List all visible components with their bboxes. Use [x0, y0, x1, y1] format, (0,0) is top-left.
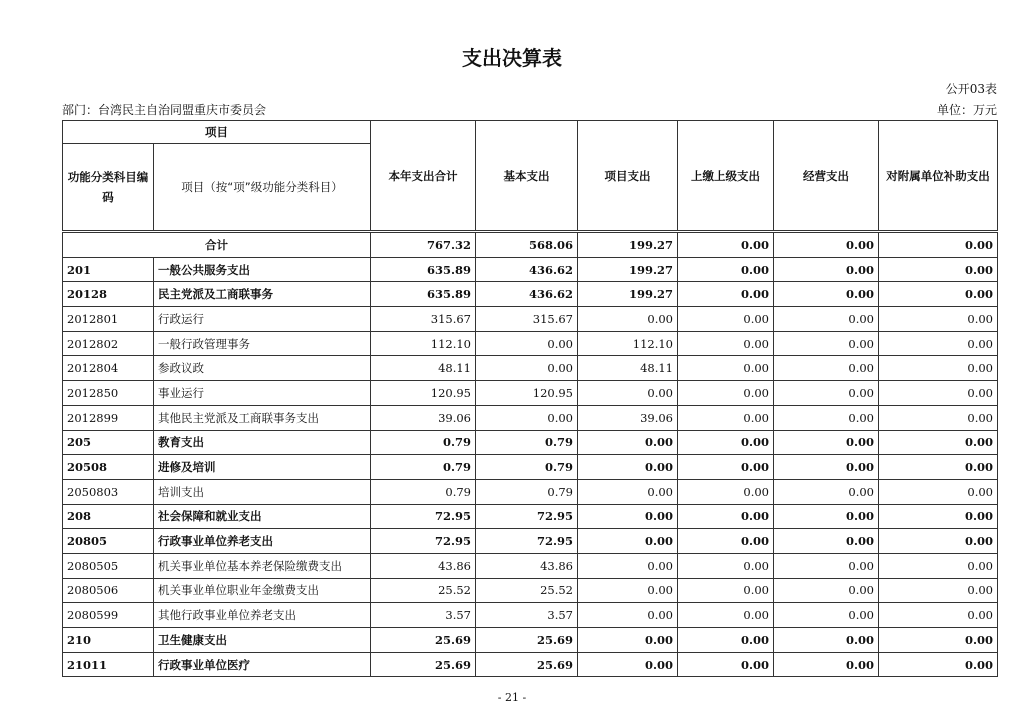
- row-name: 事业运行: [154, 381, 371, 406]
- header-subsidy: 对附属单位补助支出: [879, 121, 998, 232]
- row-value: 25.52: [371, 578, 476, 603]
- row-value: 0.00: [678, 381, 774, 406]
- row-value: 72.95: [371, 504, 476, 529]
- row-value: 3.57: [476, 603, 578, 628]
- page-number: - 21 -: [497, 691, 527, 704]
- row-value: 436.62: [476, 282, 578, 307]
- row-value: 0.00: [678, 652, 774, 677]
- row-value: 112.10: [578, 331, 678, 356]
- row-value: 0.00: [476, 356, 578, 381]
- row-value: 0.00: [774, 381, 879, 406]
- row-code: 20128: [63, 282, 154, 307]
- table-row: [63, 603, 998, 628]
- row-name: 行政事业单位养老支出: [154, 529, 371, 554]
- row-value: 315.67: [476, 307, 578, 332]
- row-name: 其他民主党派及工商联事务支出: [154, 405, 371, 430]
- header-code: 功能分类科目编码: [63, 144, 154, 232]
- row-code: 2080505: [63, 553, 154, 578]
- total-value: 199.27: [578, 232, 678, 258]
- row-value: 120.95: [476, 381, 578, 406]
- row-value: 25.52: [476, 578, 578, 603]
- table-row: [63, 479, 998, 504]
- row-value: 0.00: [578, 455, 678, 480]
- row-value: 0.00: [578, 553, 678, 578]
- row-code: 2080506: [63, 578, 154, 603]
- table-row: [63, 307, 998, 332]
- page-title: 支出决算表: [462, 46, 562, 70]
- row-value: 0.00: [879, 553, 998, 578]
- row-value: 0.00: [678, 257, 774, 282]
- row-value: 0.00: [774, 257, 879, 282]
- table-row: [63, 331, 998, 356]
- table-row: [63, 553, 998, 578]
- row-value: 0.00: [578, 430, 678, 455]
- table-code: 公开03表: [945, 82, 997, 96]
- row-value: 0.00: [774, 405, 879, 430]
- row-value: 0.00: [678, 430, 774, 455]
- row-name: 民主党派及工商联事务: [154, 282, 371, 307]
- row-value: 72.95: [476, 504, 578, 529]
- row-value: 635.89: [371, 257, 476, 282]
- row-name: 一般公共服务支出: [154, 257, 371, 282]
- row-code: 20508: [63, 455, 154, 480]
- row-value: 0.00: [774, 307, 879, 332]
- row-value: 0.79: [371, 430, 476, 455]
- department-label: 部门：台湾民主自治同盟重庆市委员会: [62, 103, 267, 117]
- row-value: 0.00: [774, 430, 879, 455]
- row-value: 0.00: [879, 529, 998, 554]
- total-row: [63, 232, 998, 258]
- row-value: 0.00: [879, 628, 998, 653]
- row-value: 0.00: [774, 628, 879, 653]
- table-row: [63, 652, 998, 677]
- row-value: 0.00: [476, 405, 578, 430]
- row-value: 0.79: [476, 479, 578, 504]
- row-value: 0.00: [678, 455, 774, 480]
- row-value: 0.00: [678, 504, 774, 529]
- header-basic: 基本支出: [476, 121, 578, 232]
- row-value: 0.00: [678, 529, 774, 554]
- header-project: 项目支出: [578, 121, 678, 232]
- row-value: 0.00: [678, 405, 774, 430]
- row-value: 0.79: [371, 455, 476, 480]
- row-value: 72.95: [476, 529, 578, 554]
- row-value: 43.86: [476, 553, 578, 578]
- row-value: 72.95: [371, 529, 476, 554]
- table-row: [63, 430, 998, 455]
- row-code: 2080599: [63, 603, 154, 628]
- row-value: 0.00: [578, 628, 678, 653]
- row-value: 0.00: [678, 479, 774, 504]
- row-value: 0.00: [678, 553, 774, 578]
- row-value: 0.00: [578, 479, 678, 504]
- row-value: 0.00: [678, 307, 774, 332]
- table-row: [63, 356, 998, 381]
- row-name: 社会保障和就业支出: [154, 504, 371, 529]
- table-row: [63, 381, 998, 406]
- row-value: 0.79: [476, 430, 578, 455]
- row-value: 3.57: [371, 603, 476, 628]
- row-value: 199.27: [578, 257, 678, 282]
- total-value: 767.32: [371, 232, 476, 258]
- row-value: 0.00: [578, 307, 678, 332]
- row-value: 0.00: [774, 479, 879, 504]
- row-value: 39.06: [371, 405, 476, 430]
- row-value: 0.00: [774, 455, 879, 480]
- row-value: 0.00: [879, 578, 998, 603]
- row-value: 0.00: [879, 381, 998, 406]
- row-value: 0.00: [879, 479, 998, 504]
- expenditure-table: [62, 120, 998, 677]
- row-value: 25.69: [371, 628, 476, 653]
- row-value: 39.06: [578, 405, 678, 430]
- row-value: 0.00: [879, 504, 998, 529]
- header-upper: 上缴上级支出: [678, 121, 774, 232]
- row-value: 25.69: [476, 652, 578, 677]
- row-name: 行政事业单位医疗: [154, 652, 371, 677]
- row-value: 0.00: [879, 405, 998, 430]
- row-value: 43.86: [371, 553, 476, 578]
- row-value: 0.00: [774, 603, 879, 628]
- row-value: 0.00: [879, 331, 998, 356]
- table-row: [63, 628, 998, 653]
- row-value: 0.79: [371, 479, 476, 504]
- row-value: 0.00: [774, 578, 879, 603]
- total-label: 合计: [63, 232, 371, 258]
- row-value: 0.00: [774, 553, 879, 578]
- table-row: [63, 405, 998, 430]
- row-value: 0.00: [879, 282, 998, 307]
- row-value: 0.00: [879, 356, 998, 381]
- total-value: 0.00: [879, 232, 998, 258]
- header-business: 经营支出: [774, 121, 879, 232]
- table-row: [63, 578, 998, 603]
- table-row: [63, 529, 998, 554]
- row-value: 0.00: [678, 578, 774, 603]
- row-code: 205: [63, 430, 154, 455]
- row-code: 20805: [63, 529, 154, 554]
- row-code: 2012899: [63, 405, 154, 430]
- header-total: 本年支出合计: [371, 121, 476, 232]
- row-value: 0.00: [578, 529, 678, 554]
- row-value: 0.00: [774, 282, 879, 307]
- row-value: 0.00: [774, 652, 879, 677]
- row-value: 25.69: [476, 628, 578, 653]
- row-value: 0.00: [879, 430, 998, 455]
- row-code: 21011: [63, 652, 154, 677]
- row-value: 0.00: [774, 331, 879, 356]
- row-name: 进修及培训: [154, 455, 371, 480]
- table-row: [63, 455, 998, 480]
- row-name: 卫生健康支出: [154, 628, 371, 653]
- row-value: 0.00: [578, 504, 678, 529]
- row-value: 0.00: [678, 331, 774, 356]
- row-value: 120.95: [371, 381, 476, 406]
- row-value: 0.00: [879, 603, 998, 628]
- row-name: 培训支出: [154, 479, 371, 504]
- row-value: 0.00: [578, 603, 678, 628]
- row-value: 0.00: [879, 455, 998, 480]
- row-value: 0.00: [774, 504, 879, 529]
- row-name: 机关事业单位职业年金缴费支出: [154, 578, 371, 603]
- row-code: 210: [63, 628, 154, 653]
- row-value: 48.11: [578, 356, 678, 381]
- row-value: 0.00: [678, 628, 774, 653]
- table-row: [63, 257, 998, 282]
- row-value: 0.00: [678, 356, 774, 381]
- row-value: 48.11: [371, 356, 476, 381]
- row-value: 0.00: [879, 257, 998, 282]
- row-value: 0.00: [578, 578, 678, 603]
- total-value: 0.00: [774, 232, 879, 258]
- row-value: 0.00: [774, 529, 879, 554]
- row-value: 0.00: [879, 652, 998, 677]
- unit-label: 单位：万元: [936, 103, 997, 117]
- row-name: 参政议政: [154, 356, 371, 381]
- row-name: 教育支出: [154, 430, 371, 455]
- row-value: 0.00: [879, 307, 998, 332]
- row-value: 112.10: [371, 331, 476, 356]
- table-row: [63, 504, 998, 529]
- total-value: 568.06: [476, 232, 578, 258]
- row-value: 436.62: [476, 257, 578, 282]
- row-value: 635.89: [371, 282, 476, 307]
- row-code: 201: [63, 257, 154, 282]
- row-value: 0.00: [476, 331, 578, 356]
- row-value: 0.00: [578, 652, 678, 677]
- header-name: 项目（按“项”级功能分类科目）: [154, 144, 371, 232]
- row-value: 0.79: [476, 455, 578, 480]
- row-value: 199.27: [578, 282, 678, 307]
- row-value: 0.00: [678, 282, 774, 307]
- row-value: 315.67: [371, 307, 476, 332]
- row-code: 2012804: [63, 356, 154, 381]
- table-row: [63, 282, 998, 307]
- row-value: 25.69: [371, 652, 476, 677]
- row-code: 2050803: [63, 479, 154, 504]
- row-code: 2012850: [63, 381, 154, 406]
- row-name: 机关事业单位基本养老保险缴费支出: [154, 553, 371, 578]
- row-value: 0.00: [678, 603, 774, 628]
- row-code: 208: [63, 504, 154, 529]
- row-code: 2012802: [63, 331, 154, 356]
- row-value: 0.00: [774, 356, 879, 381]
- row-code: 2012801: [63, 307, 154, 332]
- row-name: 其他行政事业单位养老支出: [154, 603, 371, 628]
- row-name: 一般行政管理事务: [154, 331, 371, 356]
- row-value: 0.00: [578, 381, 678, 406]
- header-item: 项目: [63, 121, 371, 144]
- row-name: 行政运行: [154, 307, 371, 332]
- total-value: 0.00: [678, 232, 774, 258]
